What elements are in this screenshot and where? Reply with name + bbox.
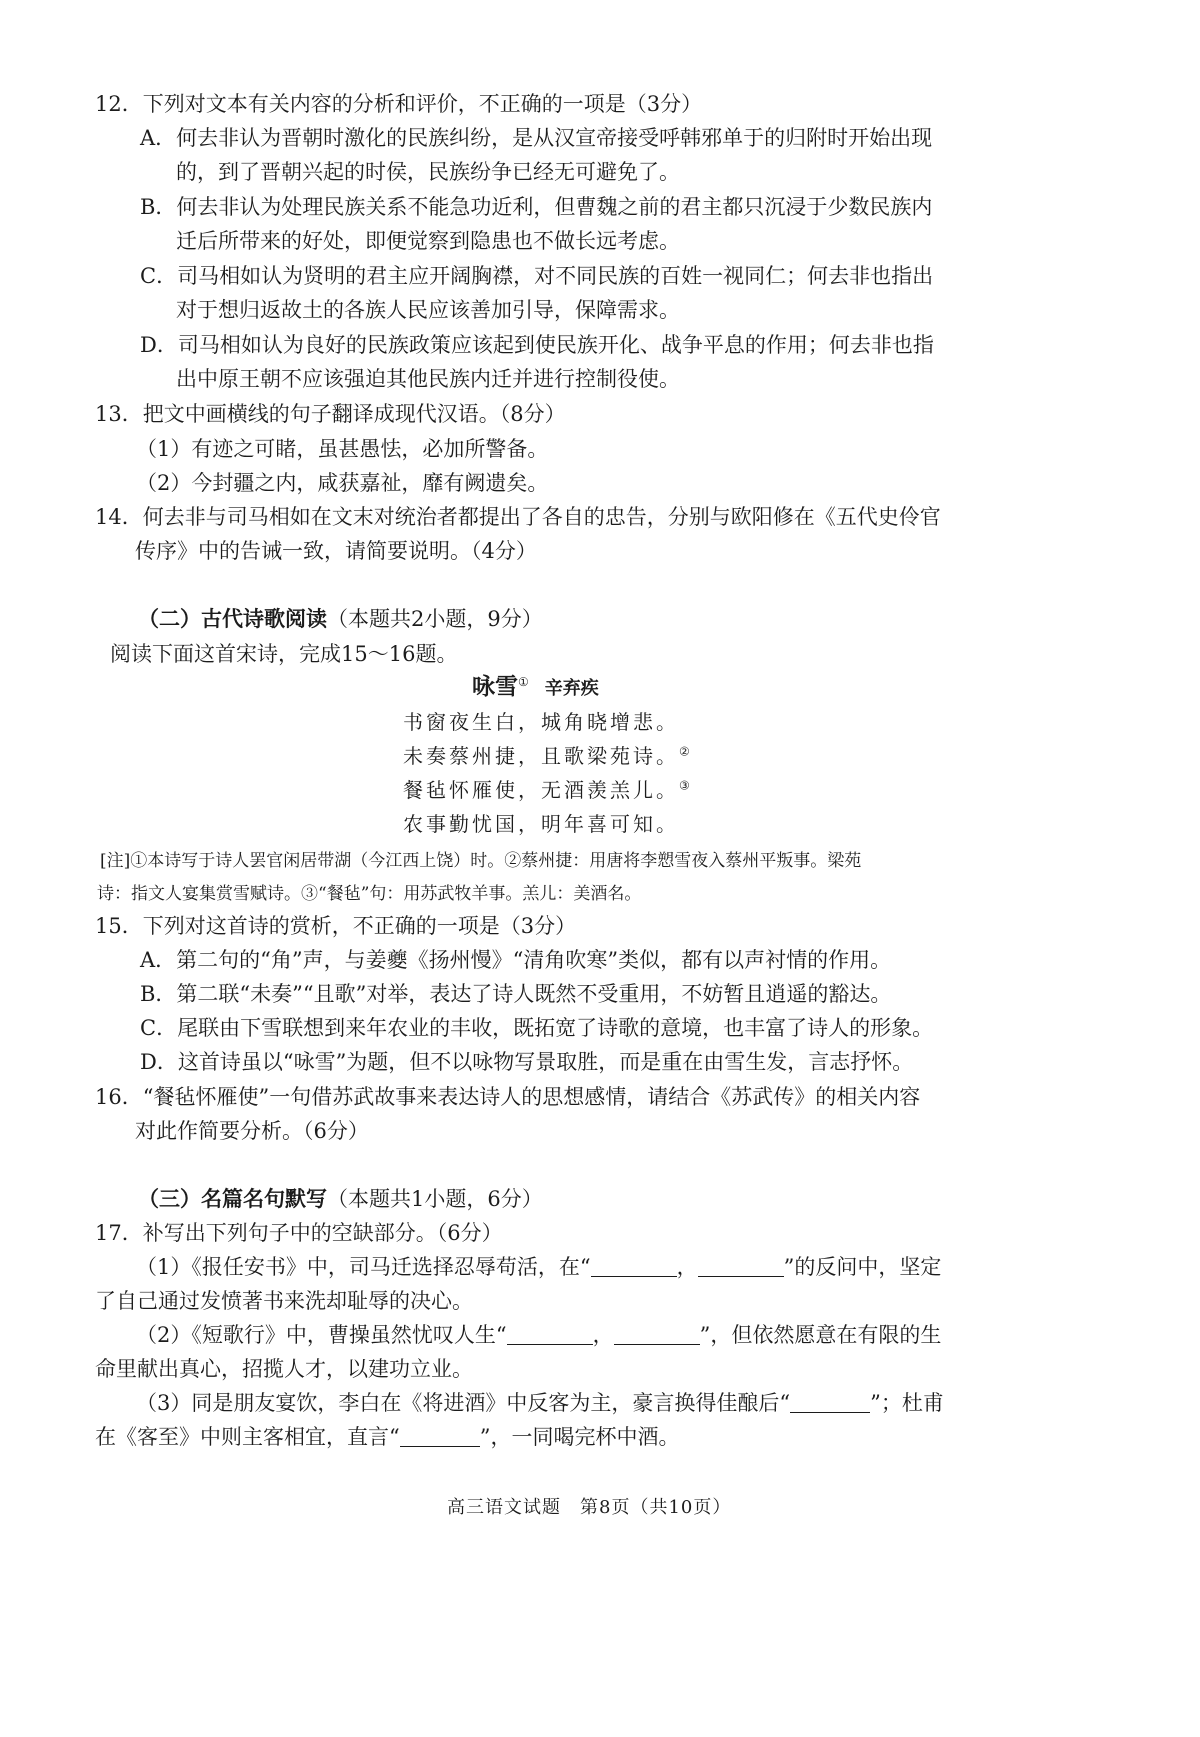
poem-line-2-text: 未奏蔡州捷，且歌梁苑诗。 [403, 744, 679, 768]
section-2-score: （本题共2小题，9分） [327, 607, 543, 631]
poem-line-3-note-mark: ③ [679, 778, 693, 793]
section-2-intro: 阅读下面这首宋诗，完成15～16题。 [110, 642, 458, 666]
poem-title-note-mark: ① [518, 675, 529, 689]
q12-option-b-line1: B．何去非认为处理民族关系不能急功近利，但曹魏之前的君主都只沉浸于少数民族内 [140, 195, 933, 219]
poem-title: 咏雪 [472, 673, 518, 700]
q17-item-2-prefix: （2）《短歌行》中，曹操虽然忧叹人生“ [136, 1323, 507, 1347]
poem-note-line1: [注]①本诗写于诗人罢官闲居带湖（今江西上饶）时。②蔡州捷：用唐将李愬雪夜入蔡州平叛事。梁苑 [100, 851, 862, 871]
poem-line-2-note-mark: ② [679, 744, 693, 759]
q12-option-d-line1: D．司马相如认为良好的民族政策应该起到使民族开化、战争平息的作用；何去非也指 [140, 333, 934, 357]
q17-item-1-line2: 了自己通过发愤著书来洗却耻辱的决心。 [95, 1289, 473, 1313]
poem-line-3-text: 餐毡怀雁使，无酒羡羔儿。 [403, 778, 679, 802]
section-3-title: （三）名篇名句默写 [138, 1186, 327, 1211]
q17-item-3-line2-suffix: ”，一同喝完杯中酒。 [479, 1425, 680, 1449]
q15-option-b: B．第二联“未奏”“且歌”对举，表达了诗人既然不受重用，不妨暂且逍遥的豁达。 [140, 982, 892, 1006]
q15-option-a: A．第二句的“角”声，与姜夔《扬州慢》“清角吹寒”类似，都有以声衬情的作用。 [140, 948, 892, 972]
q12-option-b-line2: 迁后所带来的好处，即便觉察到隐患也不做长远考虑。 [176, 229, 680, 253]
q17-item-1-suffix: ”的反问中，坚定 [783, 1255, 942, 1279]
poem-line-2 [403, 740, 693, 769]
q17-item-3-blank-1[interactable] [790, 1391, 870, 1413]
q17-item-1-blank-2[interactable] [698, 1255, 784, 1277]
q12-option-a-line1: A．何去非认为晋朝时激化的民族纠纷，是从汉宣帝接受呼韩邪单于的归附时开始出现 [140, 126, 933, 150]
q17-item-3-line2-prefix: 在《客至》中则主客相宜，直言“ [95, 1425, 400, 1449]
q17-stem: 17．补写出下列句子中的空缺部分。（6分） [95, 1221, 503, 1245]
q17-item-2-separator: ， [592, 1323, 614, 1347]
q17-item-2-blank-2[interactable] [614, 1323, 700, 1345]
q17-item-1-line1 [136, 1251, 941, 1281]
q14-line2: 传序》中的告诫一致，请简要说明。（4分） [135, 539, 537, 563]
page-footer: 高三语文试题 第8页（共10页） [447, 1497, 732, 1518]
q15-stem: 15．下列对这首诗的赏析，不正确的一项是（3分） [95, 914, 577, 938]
q13-stem: 13．把文中画横线的句子翻译成现代汉语。（8分） [95, 402, 566, 426]
q17-item-2-line1 [136, 1319, 941, 1349]
q12-option-c-line1: C．司马相如认为贤明的君主应开阔胸襟，对不同民族的百姓一视同仁；何去非也指出 [140, 264, 934, 288]
q17-item-1-separator: ， [676, 1255, 698, 1279]
q17-item-3-prefix: （3）同是朋友宴饮，李白在《将进酒》中反客为主，豪言换得佳酿后“ [136, 1391, 791, 1415]
q12-stem: 12．下列对文本有关内容的分析和评价，不正确的一项是（3分） [95, 92, 703, 116]
section-2-heading [138, 603, 543, 633]
q17-item-3-blank-2[interactable] [400, 1425, 480, 1447]
q15-option-d: D．这首诗虽以“咏雪”为题，但不以咏物写景取胜，而是重在由雪生发，言志抒怀。 [140, 1050, 914, 1074]
q12-option-a-line2: 的，到了晋朝兴起的时侯，民族纷争已经无可避免了。 [176, 160, 680, 184]
poem-heading [472, 668, 599, 701]
q17-item-2-blank-1[interactable] [507, 1323, 593, 1345]
q13-sentence-2: （2）今封疆之内，咸获嘉祉，靡有阙遗矣。 [136, 471, 549, 495]
q17-item-3-suffix: ”；杜甫 [870, 1391, 944, 1415]
q12-option-d-line2: 出中原王朝不应该强迫其他民族内迁并进行控制役使。 [176, 367, 680, 391]
q14-line1: 14．何去非与司马相如在文末对统治者都提出了各自的忠告，分别与欧阳修在《五代史伶官 [95, 505, 941, 529]
poem-line-1: 书窗夜生白，城角晓增悲。 [403, 710, 679, 734]
q16-line1: 16．“餐毡怀雁使”一句借苏武故事来表达诗人的思想感情，请结合《苏武传》的相关内容 [95, 1085, 921, 1109]
section-3-heading [138, 1183, 543, 1213]
poem-author: 辛弃疾 [544, 678, 599, 699]
q17-item-3-line2 [95, 1421, 680, 1451]
poem-line-3 [403, 774, 693, 803]
q13-sentence-1: （1）有迹之可睹，虽甚愚怯，必加所警备。 [136, 437, 549, 461]
q17-item-1-prefix: （1）《报任安书》中，司马迁选择忍辱苟活，在“ [136, 1255, 591, 1279]
q17-item-3-line1 [136, 1387, 944, 1417]
q15-option-c: C．尾联由下雪联想到来年农业的丰收，既拓宽了诗歌的意境，也丰富了诗人的形象。 [140, 1016, 934, 1040]
q17-item-1-blank-1[interactable] [591, 1255, 677, 1277]
section-2-title: （二）古代诗歌阅读 [138, 606, 327, 631]
section-3-score: （本题共1小题，6分） [327, 1187, 543, 1211]
q17-item-2-line2: 命里献出真心，招揽人才，以建功立业。 [95, 1357, 473, 1381]
q16-line2: 对此作简要分析。（6分） [135, 1119, 369, 1143]
q12-option-c-line2: 对于想归返故土的各族人民应该善加引导，保障需求。 [176, 298, 680, 322]
poem-note-line2: 诗：指文人宴集赏雪赋诗。③“餐毡”句：用苏武牧羊事。羔儿：美酒名。 [97, 884, 642, 904]
poem-line-4: 农事勤忧国，明年喜可知。 [403, 812, 679, 836]
q17-item-2-suffix: ”，但依然愿意在有限的生 [699, 1323, 942, 1347]
